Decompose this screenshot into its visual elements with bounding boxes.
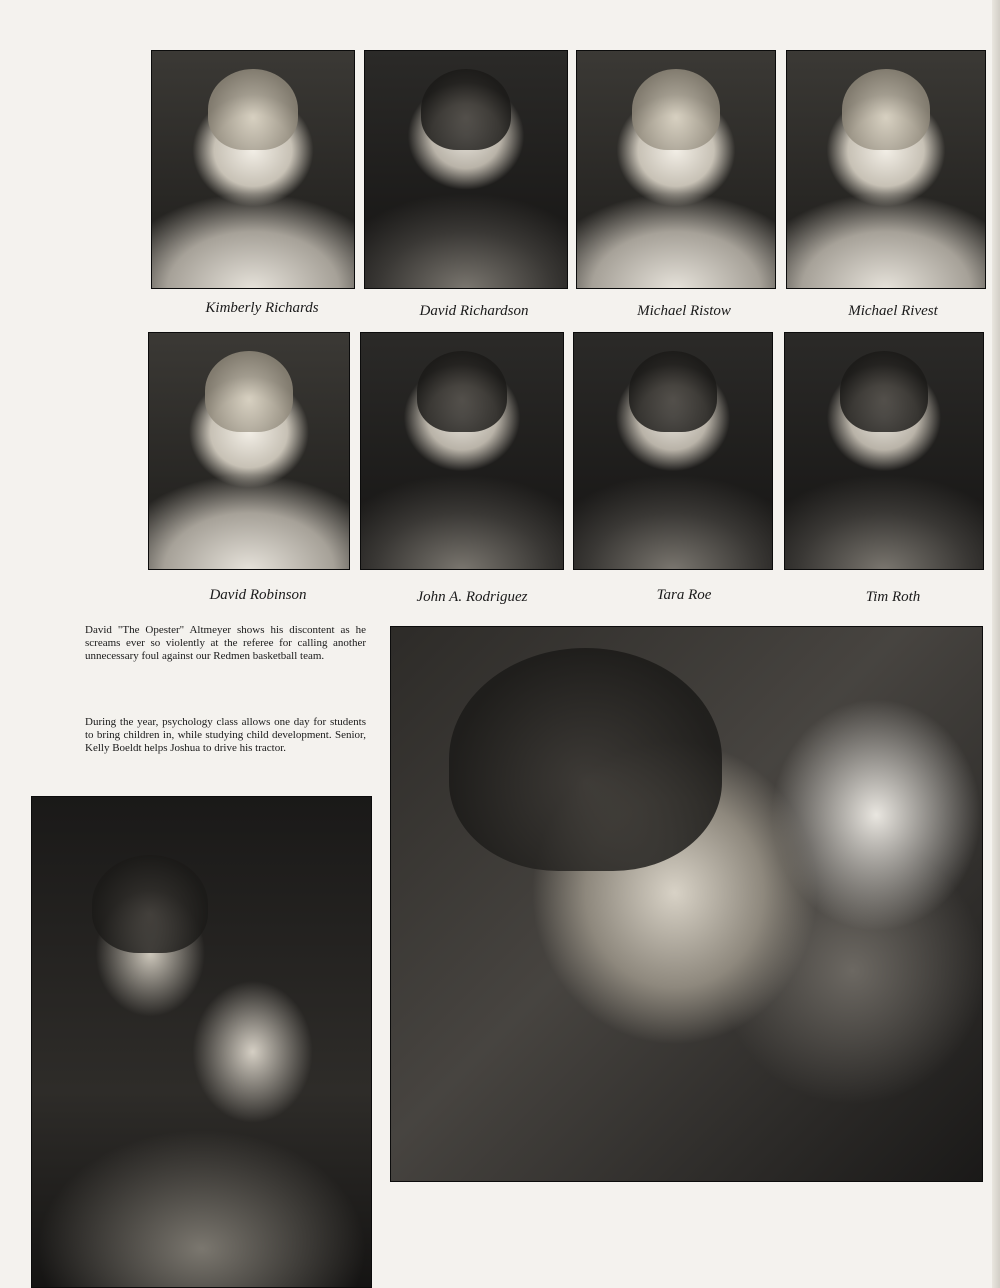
portrait-photo-3: [576, 50, 776, 289]
portrait-name-1: Kimberly Richards: [205, 300, 319, 316]
portrait-photo-8: [784, 332, 984, 570]
portrait-name-3: Michael Ristow: [637, 303, 731, 319]
altmeyer-caption: David "The Opester" Altmeyer shows his discontent as he screams ever so violently at the referee for calling another unnecessary foul against our Redmen basketball team.: [85, 624, 366, 662]
portrait-name-7: Tara Roe: [656, 587, 712, 603]
basketball-fan-photo: [390, 626, 983, 1182]
portrait-photo-1: [151, 50, 355, 289]
page-edge: [992, 0, 1000, 1288]
portrait-name-6: John A. Rodriguez: [416, 589, 528, 605]
portrait-name-4: Michael Rivest: [848, 303, 938, 319]
psychology-caption: During the year, psychology class allows one day for students to bring children in, while studying child development. Senior, Kelly Boeldt helps Joshua to drive his tractor.: [85, 716, 366, 754]
portrait-photo-6: [360, 332, 564, 570]
portrait-photo-5: [148, 332, 350, 570]
portrait-photo-7: [573, 332, 773, 570]
portrait-photo-4: [786, 50, 986, 289]
portrait-photo-2: [364, 50, 568, 289]
portrait-name-2: David Richardson: [419, 303, 529, 319]
child-tractor-photo: [31, 796, 372, 1288]
portrait-name-8: Tim Roth: [865, 589, 921, 605]
portrait-name-5: David Robinson: [209, 587, 307, 603]
